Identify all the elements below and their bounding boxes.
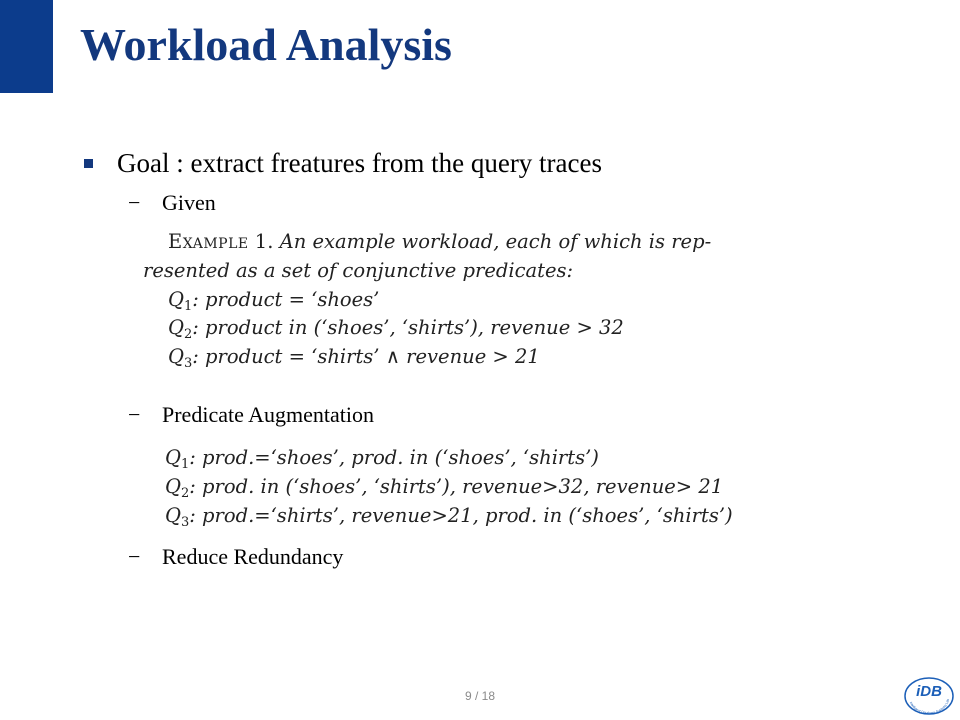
sub-item-label: Given [162,190,216,215]
augmented-query-2: $Q_2$: prod. in (‘shoes’, ‘shirts’), revenue>32, revenue> 21 [165,475,724,501]
slide-title: Workload Analysis [80,19,452,70]
svg-text:Intelligent Database Systems L [909,698,950,715]
dash-marker: − [128,190,141,215]
dash-marker: − [128,402,141,427]
main-bullet [84,148,602,179]
dash-marker: − [128,544,141,569]
logo-ring-text: Intelligent Database Systems Lab [908,698,950,716]
example-line-2: resented as a set of conjunctive predicates: [143,259,574,282]
example-number: 1. [254,230,274,253]
idb-logo [903,676,955,716]
logo-text: iDB [916,683,942,700]
sub-item-label: Reduce Redundancy [162,544,344,569]
example-text: An example workload, each of which is rep- [279,230,712,253]
augmented-query-1: $Q_1$: prod.=‘shoes’, prod. in (‘shoes’, ‘shirts’) [165,446,599,472]
example-query-3: $Q_3$: product = ‘shirts’ ∧ revenue > 21 [168,345,540,371]
sub-item-given [128,190,216,216]
square-bullet-icon [84,159,93,168]
example-query-1: $Q_1$: product = ‘shoes’ [168,288,380,314]
example-heading: Example [168,230,249,253]
example-query-2: $Q_2$: product in (‘shoes’, ‘shirts’), revenue > 32 [168,316,624,342]
accent-bar [0,0,53,93]
page-number: 9 / 18 [464,689,496,703]
bullet-text: Goal : extract freatures from the query traces [117,148,603,178]
sub-item-label: Predicate Augmentation [162,402,374,427]
sub-item-reduce-redundancy [128,544,343,570]
example-line-1 [168,230,711,253]
sub-item-predicate-augmentation [128,402,374,428]
augmented-query-3: $Q_3$: prod.=‘shirts’, revenue>21, prod. in (‘shoes’, ‘shirts’) [165,504,733,530]
